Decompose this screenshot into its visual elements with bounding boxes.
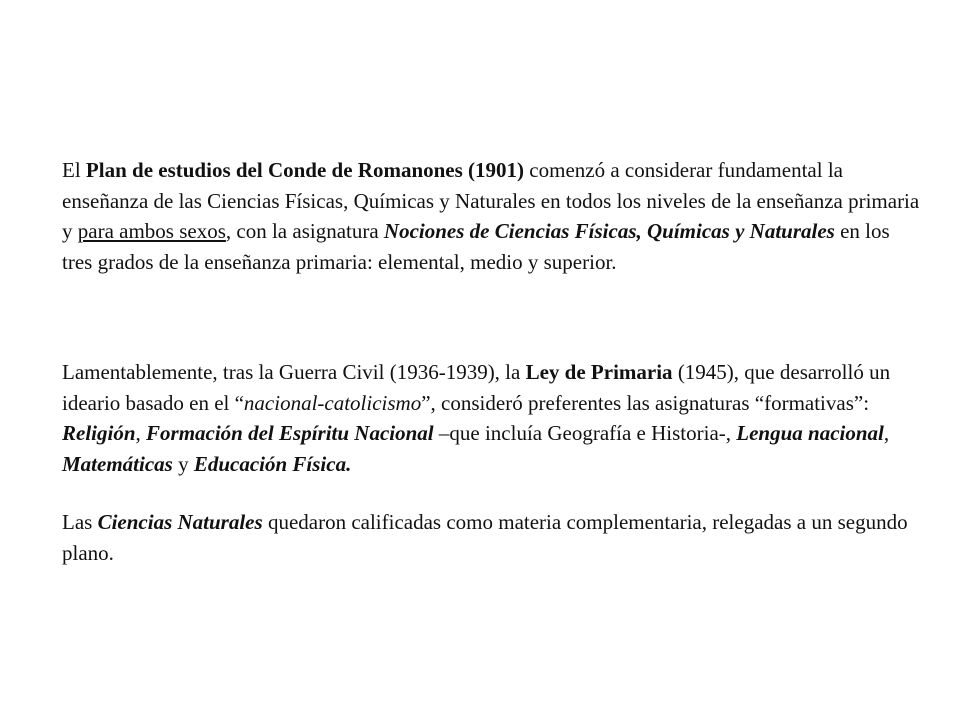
text-run: quedaron calificadas como materia complementaria, relegadas a un segundo plano.	[62, 510, 908, 565]
text-run: en los tres grados de la enseñanza primaria: elemental, medio y superior.	[62, 219, 890, 274]
plan-title-bold: Plan de estudios del Conde de Romanones (1901)	[85, 158, 525, 182]
text-run: Las	[62, 510, 98, 534]
subject-matematicas: Matemáticas	[62, 451, 173, 476]
subject-ciencias-naturales: Ciencias Naturales	[97, 510, 263, 534]
text-run: Lamentablemente, tras la Guerra Civil (1936-1939), la	[62, 360, 526, 384]
text-run: y	[172, 451, 194, 476]
subject-formacion-espiritu: Formación del Espíritu Nacional	[146, 421, 434, 445]
underlined-both-sexes: para ambos sexos	[77, 219, 226, 243]
text-run: ,	[883, 421, 890, 445]
subject-educacion-fisica: Educación Física.	[193, 451, 352, 476]
subject-lengua-nacional: Lengua nacional	[736, 421, 884, 445]
subject-religion: Religión	[62, 421, 136, 445]
subject-name-bold-italic: Nociones de Ciencias Físicas, Químicas y Naturales	[383, 219, 835, 243]
text-run: (1945), que desarrolló un ideario basado en el “	[62, 360, 891, 415]
ideology-italic: nacional-catolicismo	[243, 390, 422, 415]
paragraph-ley-primaria	[62, 357, 922, 479]
text-run: ”, consideró preferentes las asignaturas “formativas”:	[421, 390, 870, 415]
law-name-bold: Ley de Primaria	[525, 360, 678, 384]
text-run: El	[62, 158, 86, 182]
text-run: ,	[135, 421, 147, 445]
text-run: , con la asignatura	[225, 219, 384, 243]
text-run: –que incluía Geografía e Historia-,	[433, 421, 737, 445]
paragraph-romanones-plan	[62, 155, 922, 277]
paragraph-ciencias-naturales	[62, 507, 922, 568]
text-run: comenzó a considerar fundamental la enseñanza de las Ciencias Físicas, Químicas y Naturales en todos los niveles de la enseñanza primaria y	[62, 158, 920, 243]
